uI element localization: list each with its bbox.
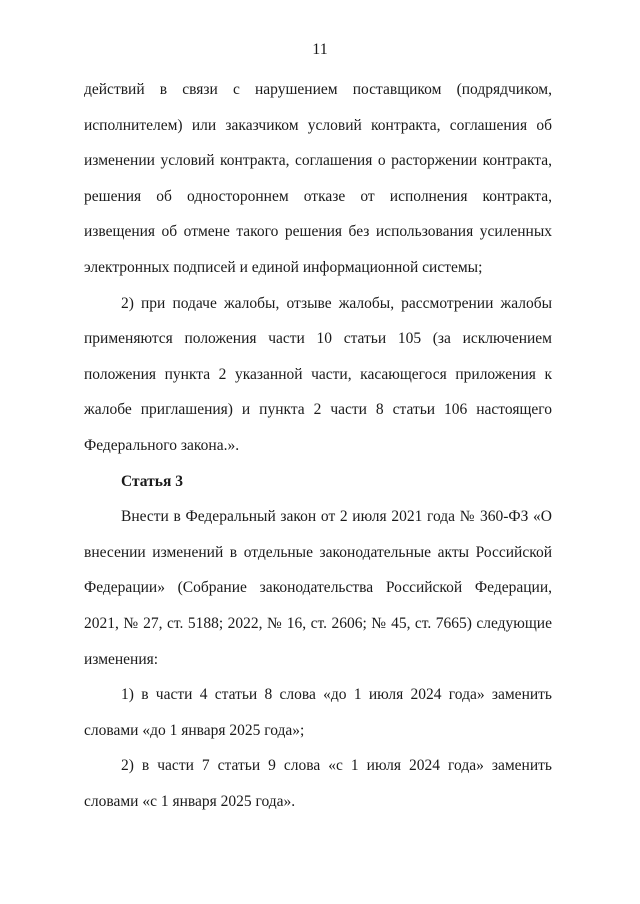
article-heading: Статья 3 <box>121 472 183 490</box>
paragraph-amendment-2: 2) в части 7 статьи 9 слова «с 1 июля 2024 года» заменить словами «с 1 января 2025 года». <box>84 757 552 810</box>
page-number: 11 <box>312 41 328 58</box>
paragraph-continuation: действий в связи с нарушением поставщиком (подрядчиком, исполнителем) или заказчиком условий контракта, соглашения об изменении условий контракта, соглашения о расторжении контракта, решения об одностороннем отказе от исполнения контракта, извещения об отмене такого решения без использования усиленных электронных подписей и единой информационной системы; <box>84 81 552 276</box>
document-body <box>84 72 552 819</box>
paragraph-item-2: 2) при подаче жалобы, отзыве жалобы, рассмотрении жалобы применяются положения части 10 статьи 105 (за исключением положения пункта 2 указанной части, касающегося приложения к жалобе приглашения) и пункта 2 части 8 статьи 106 настоящего Федерального закона.». <box>84 294 552 454</box>
paragraph-article-intro: Внести в Федеральный закон от 2 июля 2021 года № 360-ФЗ «О внесении изменений в отдельные законодательные акты Российской Федерации» (Собрание законодательства Российской Федерации, 2021, № 27, ст. 5188; 2022, № 16, ст. 2606; № 45, ст. 7665) следующие изменения: <box>84 508 552 668</box>
paragraph-amendment-1: 1) в части 4 статьи 8 слова «до 1 июля 2024 года» заменить словами «до 1 января 2025 года»; <box>84 686 552 739</box>
